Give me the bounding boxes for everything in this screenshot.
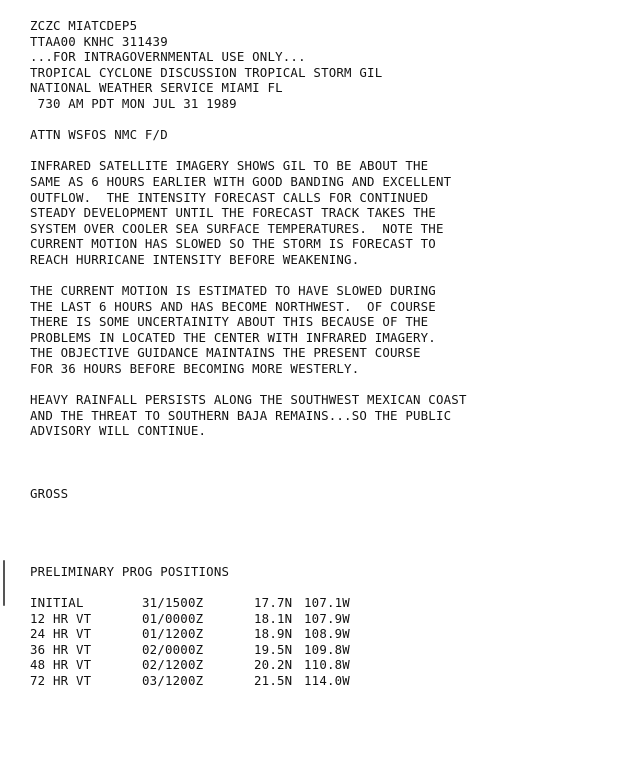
prog-positions-table (30, 595, 384, 689)
paragraph-line: THE OBJECTIVE GUIDANCE MAINTAINS THE PRESENT COURSE (30, 345, 421, 361)
paragraph-line: CURRENT MOTION HAS SLOWED SO THE STORM IS FORECAST TO (30, 236, 436, 252)
forecast-period: 72 HR VT (30, 672, 92, 688)
table-row (30, 626, 384, 642)
latitude: 21.5N (254, 672, 293, 688)
longitude: 108.9W (304, 626, 350, 642)
valid-time: 02/0000Z (142, 641, 204, 657)
longitude: 114.0W (304, 672, 350, 688)
paragraph-line: HEAVY RAINFALL PERSISTS ALONG THE SOUTHWEST MEXICAN COAST (30, 392, 467, 408)
forecast-period: 12 HR VT (30, 610, 92, 626)
latitude: 18.9N (254, 626, 293, 642)
paragraph-line: THE CURRENT MOTION IS ESTIMATED TO HAVE SLOWED DURING (30, 283, 436, 299)
paragraph-line: REACH HURRICANE INTENSITY BEFORE WEAKENING. (30, 251, 360, 267)
issue-time: 730 AM PDT MON JUL 31 1989 (30, 95, 237, 111)
latitude: 17.7N (254, 595, 293, 610)
valid-time: 03/1200Z (142, 672, 204, 688)
valid-time: 01/0000Z (142, 610, 204, 626)
forecast-period: 36 HR VT (30, 641, 92, 657)
paragraph-line: SYSTEM OVER COOLER SEA SURFACE TEMPERATURES. NOTE THE (30, 220, 444, 236)
issuing-office: NATIONAL WEATHER SERVICE MIAMI FL (30, 80, 283, 96)
paragraph-line: INFRARED SATELLITE IMAGERY SHOWS GIL TO BE ABOUT THE (30, 158, 429, 174)
longitude: 110.8W (304, 657, 350, 673)
attention-line: ATTN WSFOS NMC F/D (30, 127, 168, 143)
paragraph-line: SAME AS 6 HOURS EARLIER WITH GOOD BANDING AND EXCELLENT (30, 173, 452, 189)
table-row (30, 642, 384, 658)
valid-time: 31/1500Z (142, 595, 204, 610)
latitude: 19.5N (254, 641, 293, 657)
paragraph-line: PROBLEMS IN LOCATED THE CENTER WITH INFRARED IMAGERY. (30, 329, 436, 345)
table-row (30, 611, 384, 627)
document-title: TROPICAL CYCLONE DISCUSSION TROPICAL STORM GIL (30, 64, 383, 80)
paragraph-line: THERE IS SOME UNCERTAINITY ABOUT THIS BECAUSE OF THE (30, 314, 429, 330)
latitude: 18.1N (254, 610, 293, 626)
paragraph-line: STEADY DEVELOPMENT UNTIL THE FORECAST TRACK TAKES THE (30, 205, 436, 221)
longitude: 107.9W (304, 610, 350, 626)
forecast-period: 24 HR VT (30, 626, 92, 642)
paragraph-line: OUTFLOW. THE INTENSITY FORECAST CALLS FOR CONTINUED (30, 189, 429, 205)
latitude: 20.2N (254, 657, 293, 673)
paragraph-rainfall (30, 392, 620, 439)
paragraph-line: FOR 36 HOURS BEFORE BECOMING MORE WESTERLY. (30, 361, 360, 377)
header-line: ZCZC MIATCDEP5 (30, 18, 138, 33)
message-header (30, 18, 620, 112)
paragraph-motion (30, 283, 620, 377)
paragraph-intensity (30, 158, 620, 267)
forecast-period: INITIAL (30, 595, 84, 610)
paragraph-line: AND THE THREAT TO SOUTHERN BAJA REMAINS...SO THE PUBLIC (30, 407, 452, 423)
table-row (30, 657, 384, 673)
discussion-document (30, 18, 620, 689)
valid-time: 02/1200Z (142, 657, 204, 673)
longitude: 109.8W (304, 641, 350, 657)
longitude: 107.1W (304, 595, 350, 610)
paragraph-line: ADVISORY WILL CONTINUE. (30, 423, 207, 439)
forecast-period: 48 HR VT (30, 657, 92, 673)
valid-time: 01/1200Z (142, 626, 204, 642)
scan-edge-mark (3, 560, 5, 606)
table-row (30, 595, 384, 611)
prog-positions-title: PRELIMINARY PROG POSITIONS (30, 563, 230, 579)
forecaster-signature: GROSS (30, 485, 69, 501)
header-line: TTAA00 KNHC 311439 (30, 33, 168, 49)
header-line: ...FOR INTRAGOVERNMENTAL USE ONLY... (30, 49, 306, 65)
paragraph-line: THE LAST 6 HOURS AND HAS BECOME NORTHWEST. OF COURSE (30, 298, 436, 314)
table-row (30, 673, 384, 689)
